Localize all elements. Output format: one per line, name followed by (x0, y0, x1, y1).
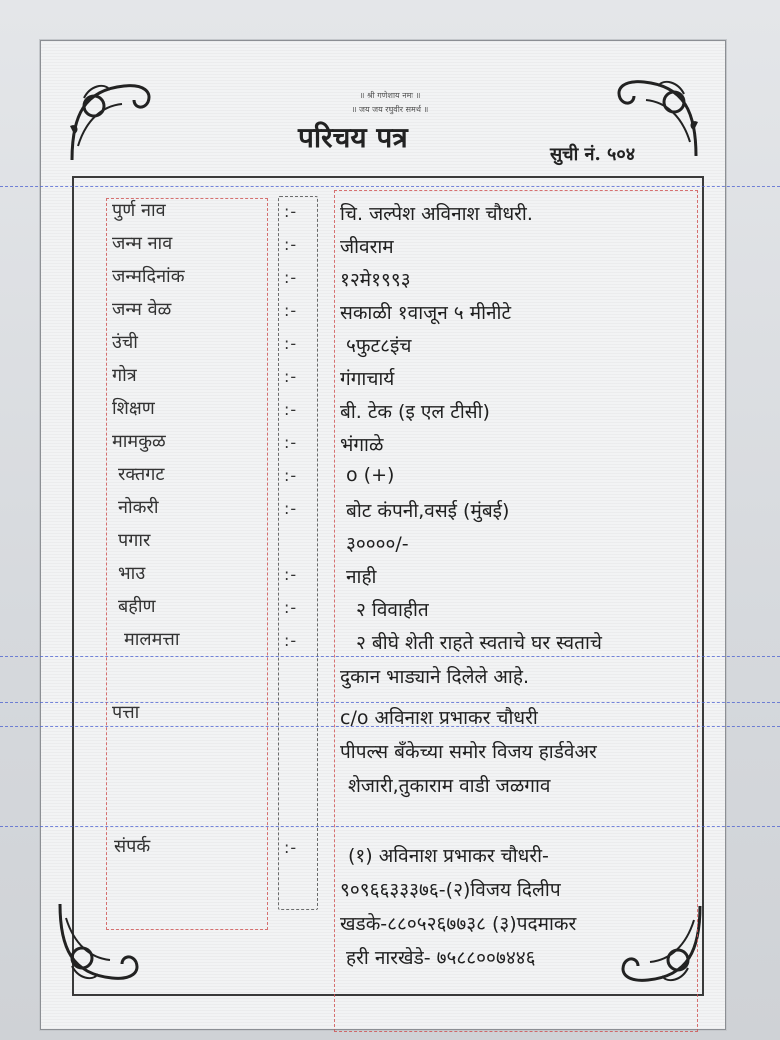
field-colon: :- (284, 268, 298, 287)
field-colon: :- (284, 499, 298, 518)
field-colon: :- (284, 367, 298, 386)
contact-line-3: खडके-८८०५२६७७३८ (३)पदमाकर (340, 913, 577, 935)
field-label: रक्तगट (118, 464, 165, 485)
contact-line-4: हरी नारखेडे- ७५८८००७४४६ (346, 947, 536, 969)
field-colon: :- (284, 235, 298, 254)
field-value: चि. जल्पेश अविनाश चौधरी. (340, 203, 533, 225)
field-colon: :- (284, 631, 298, 650)
field-value: ५फुट८इंच (346, 335, 412, 357)
field-label: बहीण (118, 596, 156, 617)
field-value: भंगाळे (340, 434, 384, 456)
field-colon: :- (284, 334, 298, 353)
contact-line-1: (१) अविनाश प्रभाकर चौधरी- (348, 845, 549, 867)
field-value: सकाळी १वाजून ५ मीनीटे (340, 302, 512, 324)
field-colon: :- (284, 433, 298, 452)
field-value-continued: दुकान भाड्याने दिलेले आहे. (340, 666, 529, 688)
field-colon: :- (284, 301, 298, 320)
field-colon: :- (284, 598, 298, 617)
field-value: बोट कंपनी,वसई (मुंबई) (346, 500, 510, 522)
address-line-3: शेजारी,तुकाराम वाडी जळगाव (348, 775, 551, 797)
field-label: मालमत्ता (124, 629, 180, 650)
field-label: पुर्ण नाव (112, 200, 166, 221)
field-label: जन्म वेळ (112, 299, 172, 320)
frame-top-line (72, 176, 704, 178)
frame-left-line (72, 176, 74, 996)
field-label: भाउ (118, 563, 146, 584)
address-label: पत्ता (112, 702, 140, 723)
field-colon: :- (284, 400, 298, 419)
address-line-2: पीपल्स बँकेच्या समोर विजय हार्डवेअर (340, 741, 597, 763)
frame-right-line (702, 176, 704, 996)
field-label: उंची (112, 332, 138, 353)
field-label: नोकरी (118, 497, 159, 518)
field-value: गंगाचार्य (340, 368, 395, 390)
field-value: नाही (346, 566, 377, 588)
field-value: ३००००/- (346, 533, 409, 555)
field-label: जन्म नाव (112, 233, 173, 254)
page-title: परिचय पत्र (298, 121, 408, 154)
field-value: १२मे१९९३ (340, 269, 411, 291)
field-value: o (+) (346, 464, 395, 486)
invocation-line-2: ॥ जय जय रघुवीर समर्थ ॥ (351, 105, 429, 114)
contact-colon: :- (284, 838, 298, 857)
field-colon: :- (284, 466, 298, 485)
field-value: २ विवाहीत (356, 599, 429, 621)
field-label: जन्मदिनांक (112, 266, 185, 287)
field-label: मामकुळ (112, 431, 166, 452)
contact-label: संपर्क (114, 836, 151, 857)
field-label: गोत्र (112, 365, 137, 386)
address-line-1: c/o अविनाश प्रभाकर चौधरी (340, 707, 538, 729)
field-colon: :- (284, 202, 298, 221)
contact-line-2: ९०९६६३३३७६-(२)विजय दिलीप (340, 879, 561, 901)
field-label: शिक्षण (112, 398, 155, 419)
field-value: २ बीघे शेती राहते स्वताचे घर स्वताचे (356, 632, 602, 654)
field-label: पगार (118, 530, 151, 551)
field-value: बी. टेक (इ एल टीसी) (340, 401, 490, 423)
invocation-line-1: ॥ श्री गणेशाय नमः ॥ (359, 91, 421, 100)
list-number: सुची नं. ५०४ (550, 144, 636, 165)
field-value: जीवराम (340, 236, 394, 258)
guide-line (0, 186, 780, 187)
field-colon: :- (284, 565, 298, 584)
